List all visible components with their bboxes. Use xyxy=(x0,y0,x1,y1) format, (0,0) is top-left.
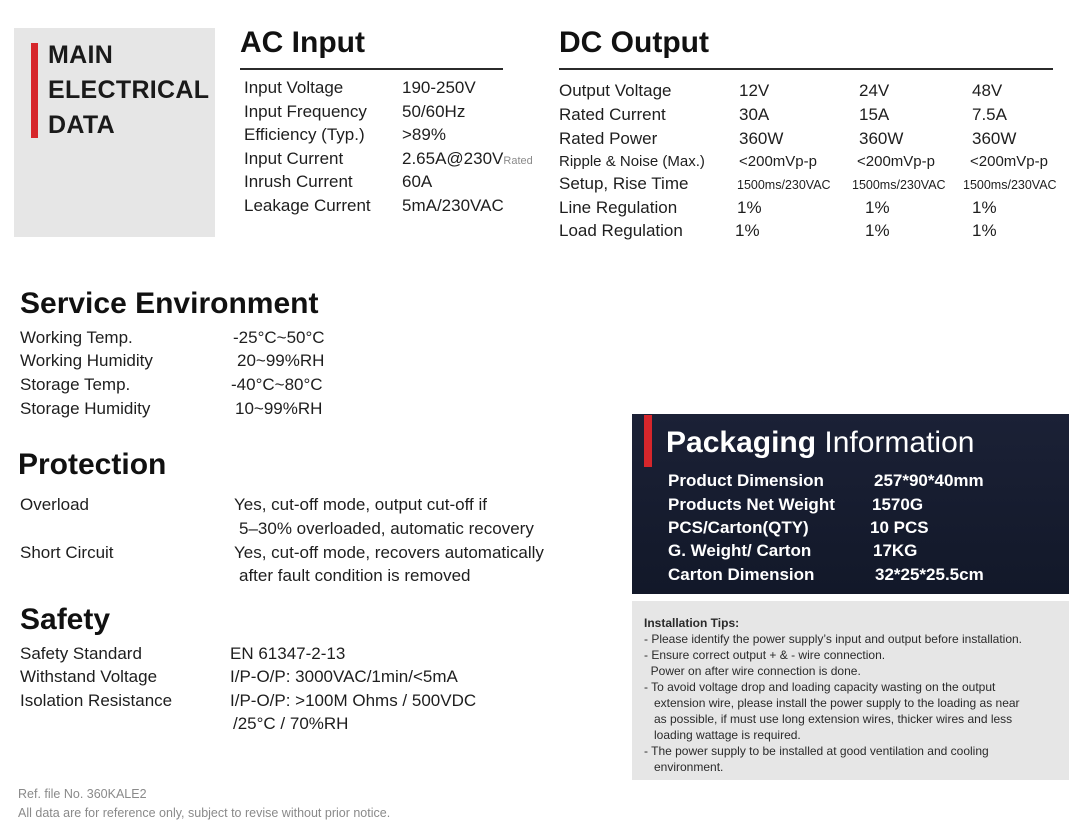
ac-label: Input Frequency xyxy=(244,102,367,121)
dc-label: Line Regulation xyxy=(559,198,678,217)
service-label: Working Humidity xyxy=(20,351,153,370)
ac-value-main: 2.65A@230V xyxy=(402,149,504,168)
packaging-label: PCS/Carton(QTY) xyxy=(668,518,809,537)
ac-label: Input Current xyxy=(244,149,344,168)
packaging-label: G. Weight/ Carton xyxy=(668,541,812,560)
ac-label: Input Voltage xyxy=(244,78,344,97)
safety-value: EN 61347-2-13 xyxy=(230,644,346,663)
dc-value-48v: 7.5A xyxy=(972,105,1007,124)
reference-file-number: Ref. file No. 360KALE2 xyxy=(18,787,147,801)
packaging-title-rest: Information xyxy=(816,426,975,459)
overload-label: Overload xyxy=(20,495,89,514)
dc-value-24v: 1% xyxy=(865,198,890,217)
safety-value: I/P-O/P: >100M Ohms / 500VDC xyxy=(230,691,477,710)
dc-value-12v: 12V xyxy=(739,81,770,100)
ac-input-rule xyxy=(240,68,503,70)
installation-tip-line: - Ensure correct output + & - wire connection. xyxy=(644,648,886,662)
ac-input-title: AC Input xyxy=(240,26,365,59)
ac-value: 50/60Hz xyxy=(402,102,466,121)
dc-label: Rated Current xyxy=(559,105,666,124)
installation-tip-line: - To avoid voltage drop and loading capacity wasting on the output xyxy=(644,680,996,694)
service-value: -40°C~80°C xyxy=(231,375,323,394)
dc-value-12v: 1% xyxy=(735,221,760,240)
dc-value-12v: 30A xyxy=(739,105,770,124)
service-value: 10~99%RH xyxy=(235,399,323,418)
packaging-label: Product Dimension xyxy=(668,471,824,490)
dc-value-12v: 360W xyxy=(739,129,784,148)
short-circuit-label: Short Circuit xyxy=(20,543,114,562)
main-title-line-1: MAIN xyxy=(48,41,114,69)
ac-value: 5mA/230VAC xyxy=(402,196,504,215)
packaging-value: 10 PCS xyxy=(870,518,929,537)
service-value: -25°C~50°C xyxy=(233,328,325,347)
dc-value-24v: 360W xyxy=(859,129,904,148)
packaging-title-bold: Packaging xyxy=(666,426,817,459)
red-accent-bar xyxy=(644,415,652,467)
ac-value: >89% xyxy=(402,125,446,144)
packaging-value: 32*25*25.5cm xyxy=(875,565,984,584)
safety-title: Safety xyxy=(20,603,111,636)
dc-value-24v: 24V xyxy=(859,81,890,100)
dc-value-48v: <200mVp-p xyxy=(970,153,1048,170)
dc-label: Rated Power xyxy=(559,129,658,148)
short-circuit-value-line-1: Yes, cut-off mode, recovers automatically xyxy=(234,543,544,562)
main-title-line-3: DATA xyxy=(48,111,115,139)
dc-value-48v: 1% xyxy=(972,221,997,240)
ac-value-suffix: Rated xyxy=(503,155,533,167)
safety-label: Safety Standard xyxy=(20,644,142,663)
packaging-value: 257*90*40mm xyxy=(874,471,984,490)
short-circuit-value-line-2: after fault condition is removed xyxy=(239,566,471,585)
dc-value-24v: <200mVp-p xyxy=(857,153,935,170)
installation-tip-line: environment. xyxy=(644,760,724,774)
dc-value-48v: 1% xyxy=(972,198,997,217)
ac-label: Efficiency (Typ.) xyxy=(244,125,365,144)
installation-tip-line: extension wire, please install the power supply to the loading as near xyxy=(644,696,1020,710)
installation-tip-line: - The power supply to be installed at good ventilation and cooling xyxy=(644,744,989,758)
service-label: Storage Temp. xyxy=(20,375,131,394)
packaging-value: 1570G xyxy=(872,495,924,514)
packaging-label: Carton Dimension xyxy=(668,565,815,584)
red-accent-bar xyxy=(31,43,38,138)
safety-value: I/P-O/P: 3000VAC/1min/<5mA xyxy=(230,667,458,686)
installation-tip-line: Power on after wire connection is done. xyxy=(644,664,861,678)
dc-label: Load Regulation xyxy=(559,221,683,240)
service-value: 20~99%RH xyxy=(237,351,325,370)
dc-label: Ripple & Noise (Max.) xyxy=(559,153,705,170)
dc-value-12v: 1500ms/230VAC xyxy=(737,178,831,192)
dc-value-48v: 360W xyxy=(972,129,1017,148)
installation-tips-title: Installation Tips: xyxy=(644,616,740,630)
ac-value xyxy=(402,149,533,169)
overload-value-line-2: 5–30% overloaded, automatic recovery xyxy=(239,519,534,538)
installation-tip-line: - Please identify the power supply’s input and output before installation. xyxy=(644,632,1023,646)
packaging-label: Products Net Weight xyxy=(668,495,835,514)
packaging-title xyxy=(666,426,974,460)
main-title-line-2: ELECTRICAL xyxy=(48,76,210,104)
dc-value-24v: 1% xyxy=(865,221,890,240)
isolation-value-line-2: /25°C / 70%RH xyxy=(233,714,349,733)
packaging-information-box xyxy=(632,414,1069,594)
overload-value-line-1: Yes, cut-off mode, output cut-off if xyxy=(234,495,487,514)
ac-label: Leakage Current xyxy=(244,196,371,215)
service-environment-title: Service Environment xyxy=(20,287,319,320)
dc-value-24v: 15A xyxy=(859,105,890,124)
dc-output-title: DC Output xyxy=(559,26,709,59)
main-electrical-data-box xyxy=(14,28,215,237)
installation-tip-line: loading wattage is required. xyxy=(644,728,801,742)
dc-value-48v: 1500ms/230VAC xyxy=(963,178,1057,192)
dc-value-48v: 48V xyxy=(972,81,1003,100)
packaging-value: 17KG xyxy=(873,541,918,560)
dc-value-12v: 1% xyxy=(737,198,762,217)
installation-tip-line: as possible, if must use long extension wires, thicker wires and less xyxy=(644,712,1013,726)
dc-value-12v: <200mVp-p xyxy=(739,153,817,170)
dc-label: Setup, Rise Time xyxy=(559,174,689,193)
disclaimer-note: All data are for reference only, subject to revise without prior notice. xyxy=(18,806,391,820)
ac-value: 190-250V xyxy=(402,78,476,97)
dc-value-24v: 1500ms/230VAC xyxy=(852,178,946,192)
safety-label: Withstand Voltage xyxy=(20,667,158,686)
ac-label: Inrush Current xyxy=(244,172,353,191)
service-label: Working Temp. xyxy=(20,328,133,347)
service-label: Storage Humidity xyxy=(20,399,151,418)
dc-label: Output Voltage xyxy=(559,81,672,100)
ac-value: 60A xyxy=(402,172,433,191)
dc-output-rule xyxy=(559,68,1053,70)
safety-label: Isolation Resistance xyxy=(20,691,173,710)
installation-tips-box xyxy=(632,601,1069,780)
protection-title: Protection xyxy=(18,448,167,481)
